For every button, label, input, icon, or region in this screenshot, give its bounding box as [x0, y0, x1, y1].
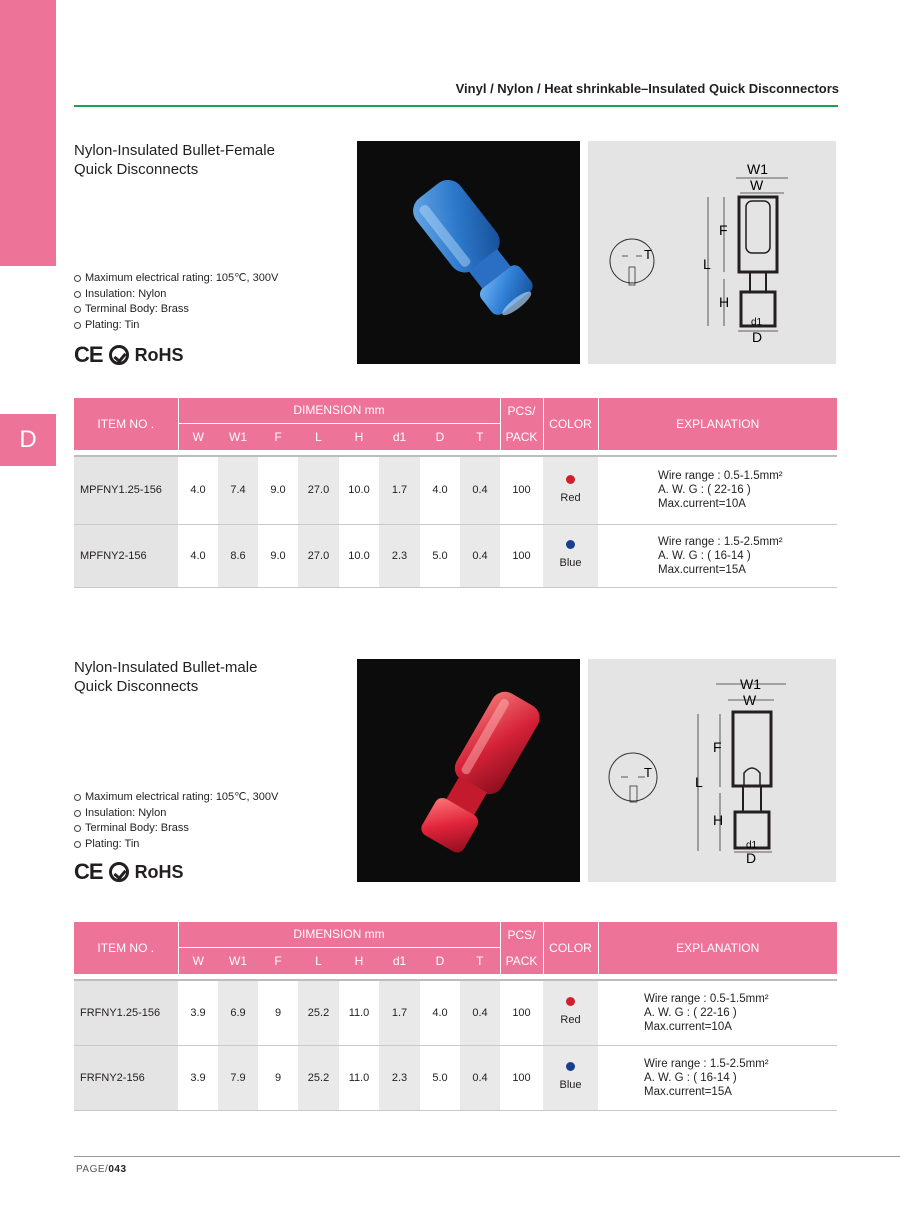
- certification-marks: [74, 342, 184, 368]
- label-l: L: [695, 774, 703, 790]
- label-d1: d1: [751, 317, 763, 328]
- dim-cell: 5.0: [420, 1045, 460, 1110]
- product-photo: [357, 141, 580, 364]
- column-header: W: [178, 947, 218, 974]
- dim-cell: 0.4: [460, 980, 500, 1045]
- dimension-drawing: [588, 659, 836, 882]
- rohs-mark: RoHS: [134, 344, 184, 365]
- column-header: W1: [218, 423, 258, 450]
- color-cell: [543, 1045, 598, 1110]
- table-row: [74, 456, 837, 524]
- color-name: Red: [560, 491, 581, 504]
- item-no-header: ITEM NO .: [74, 398, 178, 450]
- label-w1: W1: [747, 161, 768, 177]
- section-title: Nylon-Insulated Bullet-Female Quick Disconnects: [74, 142, 275, 178]
- column-header: W: [178, 423, 218, 450]
- explanation-header: EXPLANATION: [598, 922, 837, 974]
- table-row: [74, 1045, 837, 1110]
- column-header: T: [460, 947, 500, 974]
- female-technical-drawing: [588, 141, 836, 364]
- dim-cell: 2.3: [379, 1045, 420, 1110]
- rohs-mark: RoHS: [134, 861, 184, 882]
- feature-list: [74, 790, 278, 852]
- color-name: Red: [560, 1014, 581, 1027]
- page-number: PAGE/043: [76, 1164, 127, 1175]
- feature-item: Plating: Tin: [74, 837, 278, 853]
- side-color-bar: [0, 0, 56, 266]
- color-dot-icon: [566, 1062, 575, 1071]
- spec-table-female: [74, 398, 837, 588]
- column-header: L: [298, 423, 339, 450]
- table-row: [74, 524, 837, 587]
- item-no-header: ITEM NO .: [74, 922, 178, 974]
- dim-cell: 9: [258, 980, 298, 1045]
- color-cell: [543, 456, 598, 524]
- label-h: H: [713, 812, 724, 828]
- explanation-cell: Wire range : 1.5-2.5mm² A. W. G : ( 16-14 ) Max.current=15A: [598, 524, 837, 587]
- column-header: T: [460, 423, 500, 450]
- cqc-mark-icon: [109, 345, 129, 365]
- feature-item: Maximum electrical rating: 105℃, 300V: [74, 790, 278, 806]
- column-header: d1: [379, 423, 420, 450]
- label-f: F: [719, 222, 728, 238]
- product-photo: [357, 659, 580, 882]
- label-w: W: [743, 692, 757, 708]
- dim-cell: 9.0: [258, 456, 298, 524]
- dim-cell: 6.9: [218, 980, 258, 1045]
- dim-cell: 10.0: [339, 456, 379, 524]
- item-number: FRFNY2-156: [74, 1045, 178, 1110]
- dim-cell: 0.4: [460, 1045, 500, 1110]
- explanation-cell: Wire range : 1.5-2.5mm² A. W. G : ( 16-14 ) Max.current=15A: [598, 1045, 837, 1110]
- dim-cell: 7.9: [218, 1045, 258, 1110]
- dim-cell: 27.0: [298, 524, 339, 587]
- certification-marks: [74, 859, 184, 885]
- dim-cell: 3.9: [178, 1045, 218, 1110]
- column-header: H: [339, 947, 379, 974]
- item-number: FRFNY1.25-156: [74, 980, 178, 1045]
- table-row: [74, 980, 837, 1045]
- pcs-header-2: PACK: [500, 423, 543, 450]
- footer-divider: [74, 1156, 900, 1157]
- label-f: F: [713, 739, 722, 755]
- feature-item: Maximum electrical rating: 105℃, 300V: [74, 271, 278, 287]
- dim-cell: 11.0: [339, 1045, 379, 1110]
- explanation-header: EXPLANATION: [598, 398, 837, 450]
- dim-cell: 25.2: [298, 980, 339, 1045]
- column-header: H: [339, 423, 379, 450]
- pcs-header: PCS/: [500, 398, 543, 423]
- label-d: D: [752, 329, 763, 345]
- column-header: F: [258, 947, 298, 974]
- color-name: Blue: [559, 1079, 582, 1091]
- ce-mark: CE: [74, 342, 103, 367]
- section-tab: D: [0, 414, 56, 466]
- bullet-male-connector-image: [357, 659, 580, 882]
- dim-cell: 11.0: [339, 980, 379, 1045]
- feature-item: Plating: Tin: [74, 318, 278, 334]
- header-divider: [74, 105, 838, 107]
- cqc-mark-icon: [109, 862, 129, 882]
- section-title: Nylon-Insulated Bullet-male Quick Disconnects: [74, 659, 258, 695]
- column-header: F: [258, 423, 298, 450]
- pcs-header-2: PACK: [500, 947, 543, 974]
- dim-cell: 9.0: [258, 524, 298, 587]
- label-t: T: [644, 247, 652, 262]
- dim-cell: 9: [258, 1045, 298, 1110]
- pcs-cell: 100: [500, 524, 543, 587]
- dim-cell: 3.9: [178, 980, 218, 1045]
- feature-item: Insulation: Nylon: [74, 806, 278, 822]
- bullet-female-connector-image: [357, 141, 580, 364]
- spec-table-male: [74, 922, 837, 1111]
- feature-item: Terminal Body: Brass: [74, 302, 278, 318]
- dim-cell: 8.6: [218, 524, 258, 587]
- dim-cell: 10.0: [339, 524, 379, 587]
- dim-cell: 4.0: [420, 456, 460, 524]
- label-d1: d1: [746, 840, 758, 851]
- label-h: H: [719, 294, 730, 310]
- color-dot-icon: [566, 475, 575, 484]
- color-header: COLOR: [543, 922, 598, 974]
- label-t: T: [644, 765, 652, 780]
- explanation-cell: Wire range : 0.5-1.5mm² A. W. G : ( 22-16 ) Max.current=10A: [598, 980, 837, 1045]
- color-cell: [543, 524, 598, 587]
- dim-cell: 0.4: [460, 456, 500, 524]
- color-header: COLOR: [543, 398, 598, 450]
- ce-mark: CE: [74, 859, 103, 884]
- dimension-drawing: [588, 141, 836, 364]
- explanation-cell: Wire range : 0.5-1.5mm² A. W. G : ( 22-16 ) Max.current=10A: [598, 456, 837, 524]
- dim-cell: 27.0: [298, 456, 339, 524]
- column-header: D: [420, 423, 460, 450]
- color-dot-icon: [566, 540, 575, 549]
- dim-cell: 25.2: [298, 1045, 339, 1110]
- feature-item: Insulation: Nylon: [74, 287, 278, 303]
- dim-cell: 4.0: [178, 456, 218, 524]
- column-header: D: [420, 947, 460, 974]
- label-d: D: [746, 850, 757, 866]
- dim-cell: 7.4: [218, 456, 258, 524]
- column-header: L: [298, 947, 339, 974]
- dim-cell: 4.0: [178, 524, 218, 587]
- label-w1: W1: [740, 676, 761, 692]
- item-number: MPFNY2-156: [74, 524, 178, 587]
- pcs-cell: 100: [500, 980, 543, 1045]
- dim-cell: 1.7: [379, 456, 420, 524]
- label-l: L: [703, 256, 711, 272]
- color-name: Blue: [559, 557, 582, 569]
- column-header: d1: [379, 947, 420, 974]
- pcs-cell: 100: [500, 1045, 543, 1110]
- page-header-title: Vinyl / Nylon / Heat shrinkable–Insulated Quick Disconnectors: [455, 81, 839, 96]
- dimension-header: DIMENSION mm: [178, 922, 500, 947]
- column-header: W1: [218, 947, 258, 974]
- male-technical-drawing: [588, 659, 836, 882]
- pcs-cell: 100: [500, 456, 543, 524]
- dim-cell: 4.0: [420, 980, 460, 1045]
- dimension-header: DIMENSION mm: [178, 398, 500, 423]
- label-w: W: [750, 177, 764, 193]
- color-dot-icon: [566, 997, 575, 1006]
- pcs-header: PCS/: [500, 922, 543, 947]
- item-number: MPFNY1.25-156: [74, 456, 178, 524]
- feature-list: [74, 271, 278, 333]
- dim-cell: 2.3: [379, 524, 420, 587]
- color-cell: [543, 980, 598, 1045]
- dim-cell: 1.7: [379, 980, 420, 1045]
- dim-cell: 5.0: [420, 524, 460, 587]
- dim-cell: 0.4: [460, 524, 500, 587]
- feature-item: Terminal Body: Brass: [74, 821, 278, 837]
